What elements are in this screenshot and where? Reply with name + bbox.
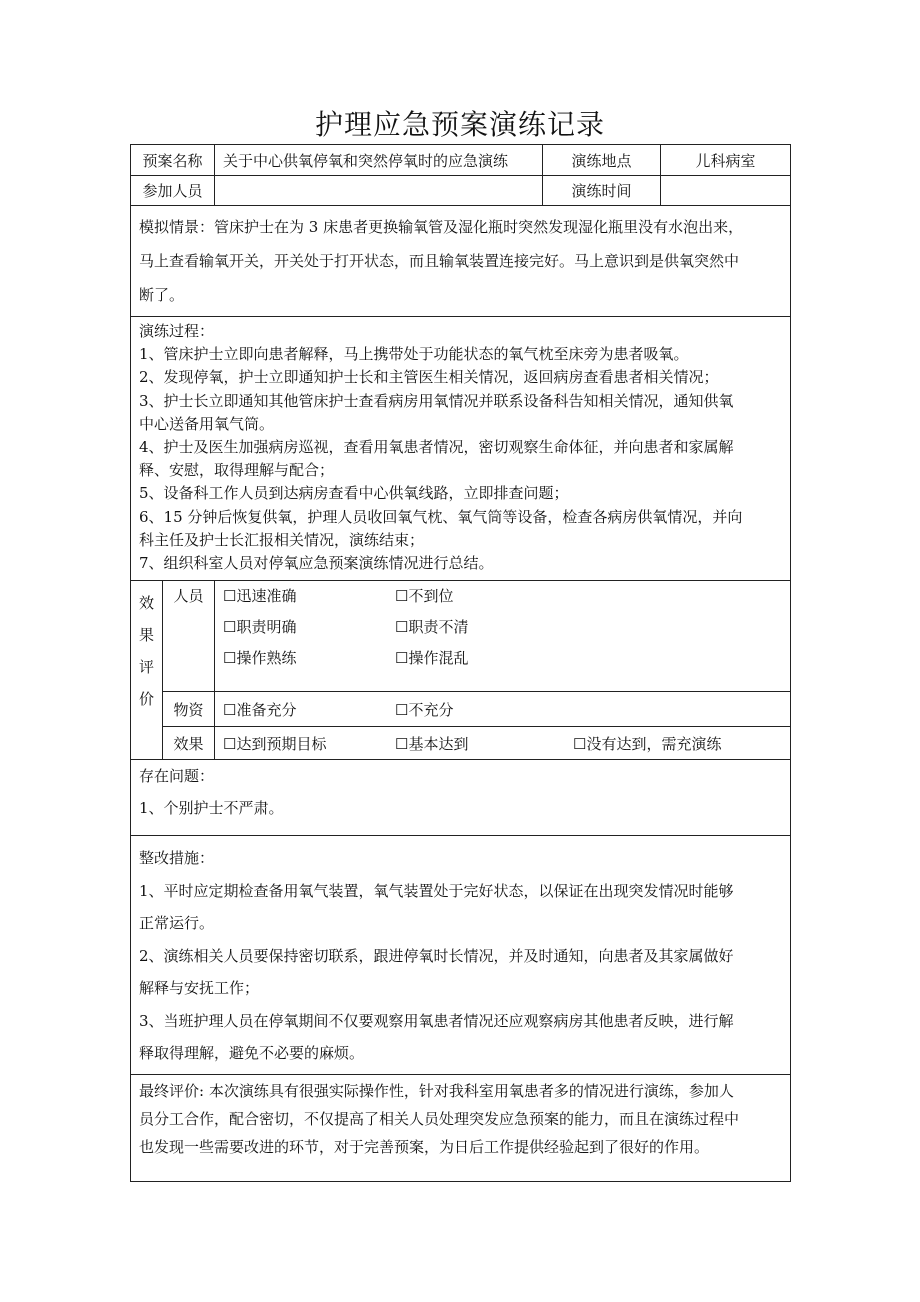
effect-option-row — [223, 733, 782, 754]
problems-line: 存在问题： — [139, 767, 215, 785]
checkbox-skilled-operation[interactable]: ☐操作熟练 — [223, 649, 297, 667]
personnel-options — [215, 581, 791, 692]
scenario-line: 断了。 — [139, 286, 185, 304]
evaluation-materials-row — [131, 692, 791, 727]
checkbox-expected-goal[interactable]: ☐达到预期目标 — [223, 734, 327, 753]
problems-text — [131, 760, 791, 836]
checkbox-clear-duties[interactable]: ☐职责明确 — [223, 618, 297, 636]
scenario-line: 马上查看输氧开关，开关处于打开状态，而且输氧装置连接完好。马上意识到是供氧突然中 — [139, 252, 740, 270]
evaluation-label — [131, 581, 163, 760]
final-review-line: 员分工合作，配合密切，不仅提高了相关人员处理突发应急预案的能力，而且在演练过程中 — [139, 1109, 740, 1128]
scenario-row — [131, 206, 791, 317]
measures-line: 释取得理解，避免不必要的麻烦。 — [139, 1044, 365, 1062]
evaluation-personnel-row — [131, 581, 791, 692]
evaluation-label-char: 评 — [138, 658, 154, 676]
evaluation-label-char: 价 — [138, 690, 154, 708]
problems-line: 1、个别护士不严肃。 — [139, 799, 284, 817]
participants-label: 参加人员 — [131, 176, 215, 206]
process-line: 7、组织科室人员对停氧应急预案演练情况进行总结。 — [139, 554, 494, 573]
checkbox-insufficient[interactable]: ☐不充分 — [395, 700, 454, 719]
participants-value — [215, 176, 543, 206]
participants-row — [131, 176, 791, 206]
checkbox-not-in-place[interactable]: ☐不到位 — [395, 587, 454, 605]
process-line: 3、护士长立即通知其他管床护士查看病房用氧情况并联系设备科告知相关情况，通知供氧 — [139, 391, 734, 410]
process-line: 6、15 分钟后恢复供氧，护理人员收回氧气枕、氧气筒等设备，检查各病房供氧情况，并向 — [139, 507, 743, 526]
process-line: 演练过程： — [139, 322, 215, 340]
personnel-option-row — [223, 647, 782, 669]
scenario-line: 模拟情景：管床护士在为 3 床患者更换输氧管及湿化瓶时突然发现湿化瓶里没有水泡出来， — [139, 218, 744, 236]
page-title: 护理应急预案演练记录 — [314, 108, 605, 141]
drill-record-table — [130, 144, 791, 1182]
measures-line: 1、平时应定期检查备用氧气装置，氧气装置处于完好状态，以保证在出现突发情况时能够 — [139, 881, 734, 900]
measures-line: 3、当班护理人员在停氧期间不仅要观察用氧患者情况还应观察病房其他患者反映，进行解 — [139, 1011, 734, 1030]
plan-name-value: 关于中心供氧停氧和突然停氧时的应急演练 — [215, 145, 543, 176]
materials-label: 物资 — [163, 692, 215, 727]
plan-row — [131, 145, 791, 176]
process-line: 4、护士及医生加强病房巡视，查看用氧患者情况，密切观察生命体征，并向患者和家属解 — [139, 438, 734, 457]
evaluation-label-char: 果 — [138, 626, 154, 644]
checkbox-well-prepared[interactable]: ☐准备充分 — [223, 700, 297, 719]
time-label: 演练时间 — [543, 176, 661, 206]
measures-line: 解释与安抚工作； — [139, 979, 260, 997]
final-review-row — [131, 1074, 791, 1181]
time-value — [661, 176, 791, 206]
evaluation-label-char: 效 — [138, 594, 154, 612]
personnel-option-row — [223, 616, 782, 638]
measures-line: 正常运行。 — [139, 914, 215, 932]
evaluation-effect-row — [131, 727, 791, 760]
process-line: 2、发现停氧，护士立即通知护士长和主管医生相关情况，返回病房查看患者相关情况； — [139, 368, 719, 387]
checkbox-chaotic-operation[interactable]: ☐操作混乱 — [395, 649, 469, 667]
final-review-line: 最终评价: 本次演练具有很强实际操作性，针对我科室用氧患者多的情况进行演练，参加人 — [139, 1081, 734, 1100]
process-row — [131, 317, 791, 581]
materials-options — [215, 692, 791, 727]
process-line: 5、设备科工作人员到达病房查看中心供氧线路，立即排查问题； — [139, 484, 569, 503]
measures-line: 2、演练相关人员要保持密切联系，跟进停氧时长情况，并及时通知，向患者及其家属做好 — [139, 946, 734, 965]
location-label: 演练地点 — [543, 145, 661, 176]
scenario-text — [131, 206, 791, 317]
measures-text — [131, 836, 791, 1075]
location-value: 儿科病室 — [661, 145, 791, 176]
plan-name-label: 预案名称 — [131, 145, 215, 176]
final-review-text — [131, 1074, 791, 1181]
checkbox-quick-accurate[interactable]: ☐迅速准确 — [223, 587, 297, 605]
personnel-option-row — [223, 585, 782, 607]
checkbox-not-achieved[interactable]: ☐没有达到，需充演练 — [573, 734, 722, 753]
process-line: 科主任及护士长汇报相关情况，演练结束； — [139, 530, 425, 549]
effect-options — [215, 727, 791, 760]
final-review-line: 也发现一些需要改进的环节，对于完善预案，为日后工作提供经验起到了很好的作用。 — [139, 1137, 710, 1156]
measures-line: 整改措施： — [139, 849, 215, 867]
process-line: 释、安慰，取得理解与配合； — [139, 461, 335, 480]
process-line: 1、管床护士立即向患者解释，马上携带处于功能状态的氧气枕至床旁为患者吸氧。 — [139, 345, 689, 364]
process-text — [131, 317, 791, 581]
process-line: 中心送备用氧气筒。 — [139, 414, 275, 433]
checkbox-basically-achieved[interactable]: ☐基本达到 — [395, 734, 469, 753]
personnel-label: 人员 — [163, 581, 215, 692]
problems-row — [131, 760, 791, 836]
materials-option-row — [223, 699, 782, 720]
checkbox-unclear-duties[interactable]: ☐职责不清 — [395, 618, 469, 636]
effect-label: 效果 — [163, 727, 215, 760]
measures-row — [131, 836, 791, 1075]
